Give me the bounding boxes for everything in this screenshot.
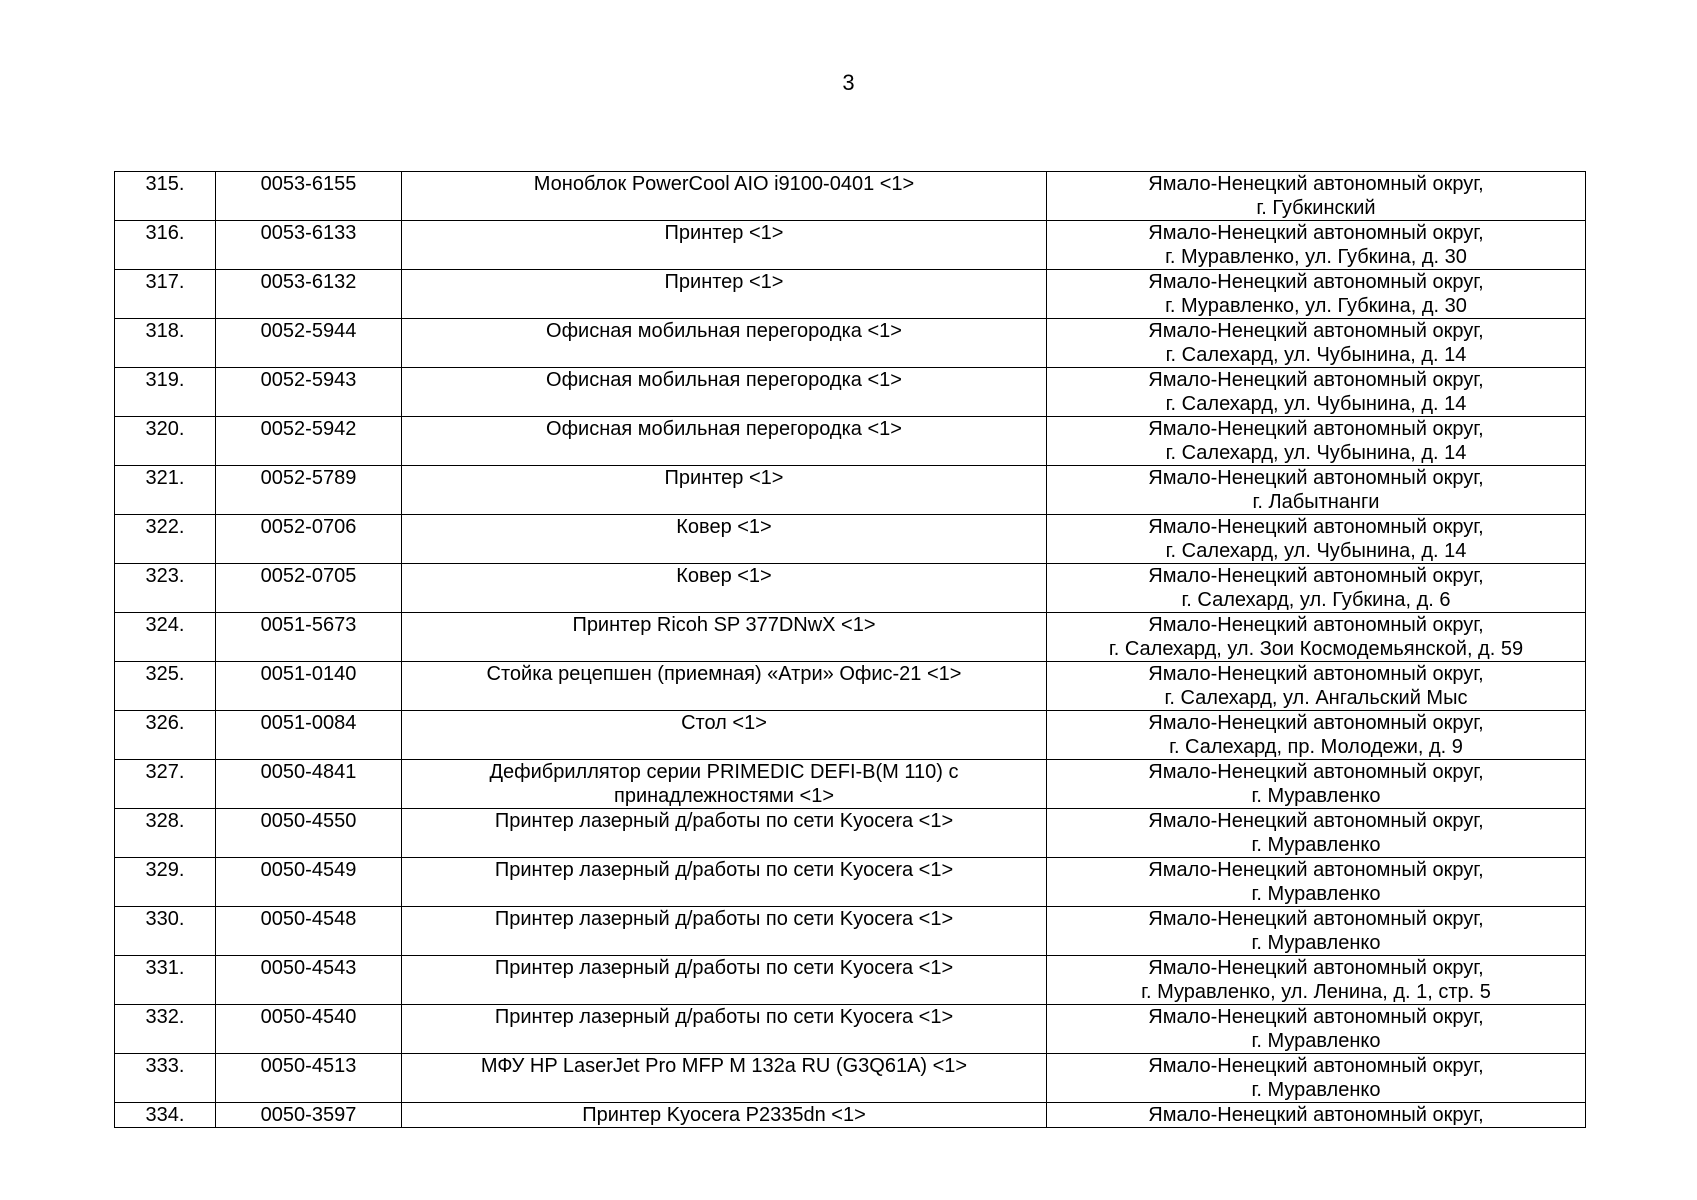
table-row — [115, 1054, 1586, 1103]
location-cell — [1047, 956, 1586, 1005]
row-number-cell — [115, 221, 216, 270]
inventory-code-cell — [216, 319, 402, 368]
item-name-cell — [402, 466, 1047, 515]
inventory-code-text: 0050-4543 — [260, 957, 357, 979]
location-text: Ямало-Ненецкий автономный округ, — [1148, 369, 1484, 391]
location-text: Ямало-Ненецкий автономный округ, — [1148, 761, 1484, 783]
row-number-cell — [115, 662, 216, 711]
location-text: г. Муравленко — [1251, 1030, 1381, 1052]
location-cell — [1047, 221, 1586, 270]
row-number-cell — [115, 1054, 216, 1103]
row-number-cell — [115, 564, 216, 613]
inventory-code-cell — [216, 613, 402, 662]
location-cell — [1047, 368, 1586, 417]
inventory-code-text: 0050-3597 — [260, 1104, 357, 1126]
item-name-cell — [402, 515, 1047, 564]
table-row — [115, 809, 1586, 858]
location-text: г. Муравленко — [1251, 834, 1381, 856]
location-text: Ямало-Ненецкий автономный округ, — [1148, 320, 1484, 342]
item-name-text: Принтер лазерный д/работы по сети Kyocera <1> — [494, 810, 954, 832]
row-number-text: 319. — [145, 369, 185, 391]
inventory-code-cell — [216, 515, 402, 564]
inventory-code-text: 0050-4550 — [260, 810, 357, 832]
table-row — [115, 613, 1586, 662]
row-number-text: 329. — [145, 859, 185, 881]
row-number-cell — [115, 319, 216, 368]
row-number-cell — [115, 466, 216, 515]
location-text: г. Губкинский — [1256, 197, 1376, 219]
inventory-code-text: 0052-5789 — [260, 467, 357, 489]
location-text: г. Салехард, ул. Губкина, д. 6 — [1181, 589, 1451, 611]
row-number-text: 326. — [145, 712, 185, 734]
location-cell — [1047, 1054, 1586, 1103]
property-register-table — [114, 171, 1586, 1128]
inventory-code-text: 0050-4549 — [260, 859, 357, 881]
item-name-cell — [402, 564, 1047, 613]
item-name-text: Стойка рецепшен (приемная) «Атри» Офис-21 <1> — [486, 663, 962, 685]
inventory-code-cell — [216, 172, 402, 221]
inventory-code-text: 0050-4540 — [260, 1006, 357, 1028]
item-name-text: Принтер лазерный д/работы по сети Kyocera <1> — [494, 908, 954, 930]
item-name-text: Принтер <1> — [664, 467, 784, 489]
inventory-code-cell — [216, 466, 402, 515]
location-text: Ямало-Ненецкий автономный округ, — [1148, 516, 1484, 538]
inventory-code-text: 0053-6155 — [260, 173, 357, 195]
item-name-cell — [402, 319, 1047, 368]
item-name-cell — [402, 1103, 1047, 1128]
location-text: Ямало-Ненецкий автономный округ, — [1148, 1104, 1484, 1126]
location-text: Ямало-Ненецкий автономный округ, — [1148, 1006, 1484, 1028]
location-text: Ямало-Ненецкий автономный округ, — [1148, 712, 1484, 734]
location-text: Ямало-Ненецкий автономный округ, — [1148, 614, 1484, 636]
table-row — [115, 270, 1586, 319]
inventory-code-text: 0052-5944 — [260, 320, 357, 342]
row-number-text: 315. — [145, 173, 185, 195]
location-cell — [1047, 907, 1586, 956]
inventory-code-text: 0052-5942 — [260, 418, 357, 440]
inventory-code-cell — [216, 711, 402, 760]
location-text: г. Муравленко — [1251, 785, 1381, 807]
page-number: 3 — [842, 70, 855, 95]
item-name-text: Принтер Ricoh SP 377DNwX <1> — [572, 614, 876, 636]
inventory-code-cell — [216, 1005, 402, 1054]
item-name-cell — [402, 1054, 1047, 1103]
location-text: г. Муравленко — [1251, 1079, 1381, 1101]
inventory-code-cell — [216, 564, 402, 613]
table-row — [115, 319, 1586, 368]
row-number-text: 323. — [145, 565, 185, 587]
table-row — [115, 907, 1586, 956]
item-name-cell — [402, 1005, 1047, 1054]
row-number-cell — [115, 858, 216, 907]
row-number-cell — [115, 368, 216, 417]
item-name-text: Моноблок PowerCool AIO i9100-0401 <1> — [533, 173, 915, 195]
item-name-text: МФУ HP LaserJet Pro MFP M 132a RU (G3Q61A) <1> — [480, 1055, 968, 1077]
table-row — [115, 858, 1586, 907]
table-row — [115, 564, 1586, 613]
row-number-text: 333. — [145, 1055, 185, 1077]
inventory-code-cell — [216, 417, 402, 466]
location-text: г. Муравленко, ул. Губкина, д. 30 — [1165, 295, 1467, 317]
table-row — [115, 1103, 1586, 1128]
inventory-code-cell — [216, 956, 402, 1005]
location-cell — [1047, 1103, 1586, 1128]
location-text: Ямало-Ненецкий автономный округ, — [1148, 467, 1484, 489]
location-text: г. Лабытнанги — [1252, 491, 1380, 513]
item-name-cell — [402, 662, 1047, 711]
location-cell — [1047, 466, 1586, 515]
item-name-text: Офисная мобильная перегородка <1> — [546, 369, 902, 391]
inventory-code-text: 0050-4513 — [260, 1055, 357, 1077]
table-row — [115, 1005, 1586, 1054]
item-name-text: Принтер лазерный д/работы по сети Kyocera <1> — [494, 957, 954, 979]
table-row — [115, 417, 1586, 466]
inventory-code-text: 0051-5673 — [260, 614, 357, 636]
row-number-text: 322. — [145, 516, 185, 538]
location-cell — [1047, 613, 1586, 662]
inventory-code-text: 0052-0706 — [260, 516, 357, 538]
table-row — [115, 956, 1586, 1005]
location-text: Ямало-Ненецкий автономный округ, — [1148, 908, 1484, 930]
location-text: Ямало-Ненецкий автономный округ, — [1148, 859, 1484, 881]
item-name-cell — [402, 907, 1047, 956]
inventory-code-cell — [216, 1054, 402, 1103]
inventory-code-cell — [216, 368, 402, 417]
inventory-code-text: 0053-6133 — [260, 222, 357, 244]
table-row — [115, 172, 1586, 221]
item-name-text: Принтер лазерный д/работы по сети Kyocera <1> — [494, 1006, 954, 1028]
row-number-text: 328. — [145, 810, 185, 832]
row-number-text: 332. — [145, 1006, 185, 1028]
inventory-code-text: 0050-4548 — [260, 908, 357, 930]
row-number-cell — [115, 907, 216, 956]
row-number-text: 321. — [145, 467, 185, 489]
location-text: г. Муравленко — [1251, 883, 1381, 905]
location-cell — [1047, 417, 1586, 466]
location-text: Ямало-Ненецкий автономный округ, — [1148, 565, 1484, 587]
location-cell — [1047, 270, 1586, 319]
item-name-cell — [402, 613, 1047, 662]
item-name-text: Принтер <1> — [664, 271, 784, 293]
item-name-text: Ковер <1> — [676, 516, 772, 538]
row-number-text: 331. — [145, 957, 185, 979]
location-text: г. Салехард, ул. Зои Космодемьянской, д. 59 — [1108, 638, 1524, 660]
inventory-code-cell — [216, 760, 402, 809]
row-number-text: 324. — [145, 614, 185, 636]
row-number-text: 320. — [145, 418, 185, 440]
inventory-code-cell — [216, 221, 402, 270]
item-name-cell — [402, 417, 1047, 466]
inventory-code-text: 0052-0705 — [260, 565, 357, 587]
row-number-text: 334. — [145, 1104, 185, 1126]
table-row — [115, 466, 1586, 515]
location-text: Ямало-Ненецкий автономный округ, — [1148, 810, 1484, 832]
location-cell — [1047, 858, 1586, 907]
location-cell — [1047, 319, 1586, 368]
location-cell — [1047, 809, 1586, 858]
location-text: Ямало-Ненецкий автономный округ, — [1148, 1055, 1484, 1077]
location-cell — [1047, 172, 1586, 221]
location-text: г. Муравленко — [1251, 932, 1381, 954]
row-number-cell — [115, 515, 216, 564]
inventory-code-cell — [216, 858, 402, 907]
location-cell — [1047, 1005, 1586, 1054]
item-name-cell — [402, 711, 1047, 760]
row-number-cell — [115, 270, 216, 319]
inventory-code-cell — [216, 1103, 402, 1128]
item-name-cell — [402, 368, 1047, 417]
inventory-code-text: 0053-6132 — [260, 271, 357, 293]
inventory-code-cell — [216, 270, 402, 319]
location-text: г. Муравленко, ул. Ленина, д. 1, стр. 5 — [1141, 981, 1491, 1003]
table-row — [115, 515, 1586, 564]
location-text: Ямало-Ненецкий автономный округ, — [1148, 271, 1484, 293]
row-number-text: 325. — [145, 663, 185, 685]
item-name-text: Стол <1> — [681, 712, 767, 734]
item-name-cell — [402, 760, 1047, 809]
location-cell — [1047, 564, 1586, 613]
location-cell — [1047, 711, 1586, 760]
row-number-text: 316. — [145, 222, 185, 244]
row-number-cell — [115, 1103, 216, 1128]
location-text: г. Салехард, ул. Чубынина, д. 14 — [1165, 442, 1467, 464]
item-name-cell — [402, 270, 1047, 319]
location-cell — [1047, 515, 1586, 564]
inventory-code-text: 0050-4841 — [260, 761, 357, 783]
row-number-cell — [115, 613, 216, 662]
item-name-text: Дефибриллятор серии PRIMEDIC DEFI-B(M 110) с принадлежностями <1> — [489, 761, 959, 807]
location-text: г. Салехард, пр. Молодежи, д. 9 — [1169, 736, 1463, 758]
item-name-text: Принтер <1> — [664, 222, 784, 244]
row-number-text: 330. — [145, 908, 185, 930]
inventory-code-text: 0051-0140 — [260, 663, 357, 685]
row-number-cell — [115, 1005, 216, 1054]
table-row — [115, 711, 1586, 760]
row-number-cell — [115, 956, 216, 1005]
inventory-code-cell — [216, 662, 402, 711]
row-number-text: 318. — [145, 320, 185, 342]
row-number-cell — [115, 809, 216, 858]
row-number-cell — [115, 172, 216, 221]
item-name-cell — [402, 172, 1047, 221]
location-text: г. Салехард, ул. Чубынина, д. 14 — [1165, 344, 1467, 366]
table-row — [115, 221, 1586, 270]
row-number-text: 317. — [145, 271, 185, 293]
table-row — [115, 368, 1586, 417]
row-number-text: 327. — [145, 761, 185, 783]
location-text: Ямало-Ненецкий автономный округ, — [1148, 173, 1484, 195]
location-text: г. Салехард, ул. Чубынина, д. 14 — [1165, 393, 1467, 415]
item-name-text: Ковер <1> — [676, 565, 772, 587]
location-text: г. Муравленко, ул. Губкина, д. 30 — [1165, 246, 1467, 268]
inventory-code-text: 0051-0084 — [260, 712, 357, 734]
item-name-cell — [402, 858, 1047, 907]
inventory-code-text: 0052-5943 — [260, 369, 357, 391]
inventory-code-cell — [216, 907, 402, 956]
location-cell — [1047, 662, 1586, 711]
location-cell — [1047, 760, 1586, 809]
location-text: Ямало-Ненецкий автономный округ, — [1148, 418, 1484, 440]
location-text: г. Салехард, ул. Чубынина, д. 14 — [1165, 540, 1467, 562]
table-row — [115, 662, 1586, 711]
location-text: Ямало-Ненецкий автономный округ, — [1148, 663, 1484, 685]
item-name-text: Принтер Kyocera P2335dn <1> — [582, 1104, 866, 1126]
inventory-code-cell — [216, 809, 402, 858]
location-text: г. Салехард, ул. Ангальский Мыс — [1164, 687, 1468, 709]
item-name-cell — [402, 956, 1047, 1005]
row-number-cell — [115, 417, 216, 466]
location-text: Ямало-Ненецкий автономный округ, — [1148, 222, 1484, 244]
location-text: Ямало-Ненецкий автономный округ, — [1148, 957, 1484, 979]
table-row — [115, 760, 1586, 809]
item-name-text: Офисная мобильная перегородка <1> — [546, 418, 902, 440]
item-name-text: Офисная мобильная перегородка <1> — [546, 320, 902, 342]
item-name-cell — [402, 809, 1047, 858]
row-number-cell — [115, 711, 216, 760]
row-number-cell — [115, 760, 216, 809]
item-name-text: Принтер лазерный д/работы по сети Kyocera <1> — [494, 859, 954, 881]
item-name-cell — [402, 221, 1047, 270]
register-table-body — [115, 172, 1586, 1128]
